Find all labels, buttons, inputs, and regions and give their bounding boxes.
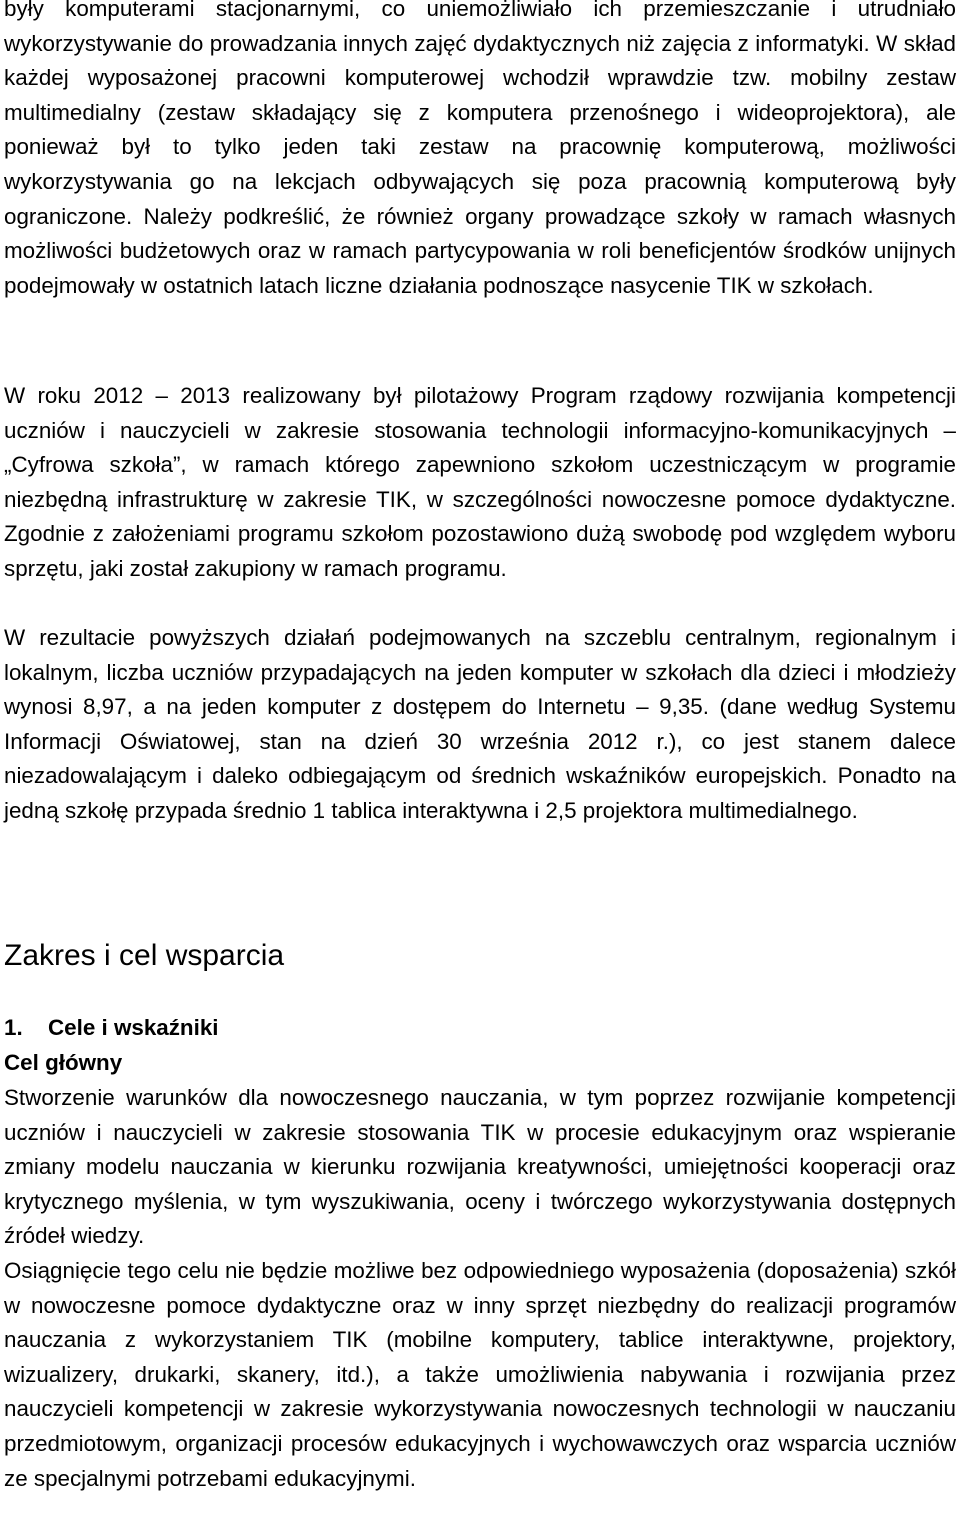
subsection-heading	[4, 1011, 219, 1046]
body-paragraph: były komputerami stacjonarnymi, co uniemożliwiało ich przemieszczanie i utrudniało wykorzystywanie do prowadzania innych zajęć dydaktycznych niż zajęcia z informatyki. W skład każdej wyposażonej pracowni komputerowej wchodził wprawdzie tzw. mobilny zestaw multimedialny (zestaw składający się z komputera przenośnego i wideoprojektora), ale ponieważ był to tylko jeden taki zestaw na pracownię komputerową, możliwości wykorzystywania go na lekcjach odbywających się poza pracownią komputerową były ograniczone. Należy podkreślić, że również organy prowadzące szkoły w ramach własnych możliwości budżetowych oraz w ramach partycypowania w roli beneficjentów środków unijnych podejmowały w ostatnich latach liczne działania podnoszące nasycenie TIK w szkołach.	[4, 0, 956, 298]
body-paragraph: W rezultacie powyższych działań podejmowanych na szczeblu centralnym, regionalnym i lokalnym, liczba uczniów przypadających na jeden komputer w szkołach dla dzieci i młodzieży wynosi 8,97, a na jeden komputer z dostępem do Internetu – 9,35. (dane według Systemu Informacji Oświatowej, stan na dzień 30 września 2012 r.), co jest stanem dalece niezadowalającym i daleko odbiegającym od średnich wskaźników europejskich. Ponadto na jedną szkołę przypada średnio 1 tablica interaktywna i 2,5 projektora multimedialnego.	[4, 625, 956, 823]
subheading: Cel główny	[4, 1050, 123, 1075]
body-paragraph: Osiągnięcie tego celu nie będzie możliwe bez odpowiedniego wyposażenia (doposażenia) szkół w nowoczesne pomoce dydaktyczne oraz w inny sprzęt niezbędny do realizacji programów nauczania z wykorzystaniem TIK (mobilne komputery, tablice interaktywne, projektory, wizualizery, drukarki, skanery, itd.), a także umożliwienia nabywania i rozwijania przez nauczycieli kompetencji w zakresie wykorzystywania nowoczesnych technologii w nauczaniu przedmiotowym, organizacji procesów edukacyjnych i wychowawczych oraz wsparcia uczniów ze specjalnymi potrzebami edukacyjnymi.	[4, 1258, 956, 1491]
body-paragraph: Stworzenie warunków dla nowoczesnego nauczania, w tym poprzez rozwijanie kompetencji uczniów i nauczycieli w zakresie stosowania TIK w procesie edukacyjnym oraz wspieranie zmiany modelu nauczania w kierunku rozwijania kreatywności, umiejętności kooperacji oraz krytycznego myślenia, w tym wyszukiwania, oceny i twórczego wykorzystywania dostępnych źródeł wiedzy.	[4, 1085, 956, 1249]
subsection-title: Cele i wskaźniki	[48, 1015, 219, 1040]
subsection-number: 1.	[4, 1015, 23, 1040]
section-heading: Zakres i cel wsparcia	[4, 939, 285, 972]
body-paragraph: W roku 2012 – 2013 realizowany był pilotażowy Program rządowy rozwijania kompetencji uczniów i nauczycieli w zakresie stosowania technologii informacyjno-komunikacyjnych – „Cyfrowa szkoła”, w ramach którego zapewniono szkołom uczestniczącym w programie niezbędną infrastrukturę w zakresie TIK, w szczególności nowoczesne pomoce dydaktyczne. Zgodnie z założeniami programu szkołom pozostawiono dużą swobodę pod względem wyboru sprzętu, jaki został zakupiony w ramach programu.	[4, 383, 956, 581]
